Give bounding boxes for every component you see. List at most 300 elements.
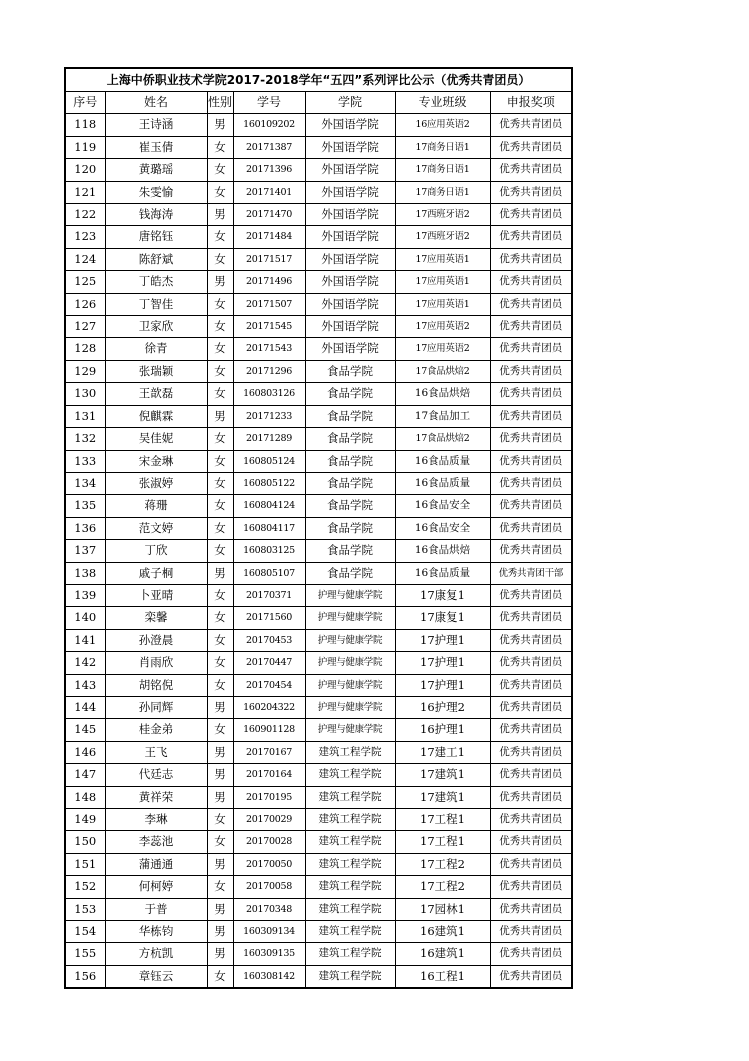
- cell-student-id: 160309135: [233, 943, 305, 965]
- cell-award: 优秀共青团员: [490, 831, 572, 853]
- cell-name: 蒲通通: [105, 853, 207, 875]
- table-row: [65, 450, 572, 472]
- table-row: [65, 293, 572, 315]
- cell-student-id: 20171470: [233, 204, 305, 226]
- cell-college: 食品学院: [305, 472, 395, 494]
- cell-student-id: 20170195: [233, 786, 305, 808]
- cell-name: 桂金弟: [105, 719, 207, 741]
- cell-index: 123: [65, 226, 105, 248]
- cell-name: 徐青: [105, 338, 207, 360]
- table-row: [65, 719, 572, 741]
- cell-class: 17食品烘焙2: [395, 428, 490, 450]
- cell-gender: 女: [207, 965, 233, 988]
- cell-college: 护理与健康学院: [305, 696, 395, 718]
- table-row: [65, 316, 572, 338]
- cell-name: 倪麒霖: [105, 405, 207, 427]
- cell-name: 丁欣: [105, 540, 207, 562]
- cell-gender: 男: [207, 786, 233, 808]
- cell-award: 优秀共青团员: [490, 159, 572, 181]
- cell-index: 155: [65, 943, 105, 965]
- cell-gender: 男: [207, 921, 233, 943]
- cell-name: 戚子桐: [105, 562, 207, 584]
- cell-index: 138: [65, 562, 105, 584]
- cell-award: 优秀共青团员: [490, 629, 572, 651]
- cell-index: 145: [65, 719, 105, 741]
- cell-index: 127: [65, 316, 105, 338]
- cell-class: 17工程2: [395, 853, 490, 875]
- cell-student-id: 20170453: [233, 629, 305, 651]
- cell-index: 118: [65, 114, 105, 136]
- table-row: [65, 898, 572, 920]
- cell-student-id: 20170371: [233, 584, 305, 606]
- table-row: [65, 786, 572, 808]
- cell-class: 17西班牙语2: [395, 226, 490, 248]
- cell-name: 蒋珊: [105, 495, 207, 517]
- cell-student-id: 20171543: [233, 338, 305, 360]
- cell-award: 优秀共青团员: [490, 898, 572, 920]
- cell-student-id: 20171396: [233, 159, 305, 181]
- cell-class: 16食品烘焙: [395, 383, 490, 405]
- header-award: 申报奖项: [490, 92, 572, 114]
- cell-gender: 女: [207, 629, 233, 651]
- cell-award: 优秀共青团员: [490, 607, 572, 629]
- title-row: [65, 68, 572, 92]
- cell-gender: 男: [207, 943, 233, 965]
- cell-index: 128: [65, 338, 105, 360]
- cell-award: 优秀共青团员: [490, 943, 572, 965]
- cell-name: 范文婷: [105, 517, 207, 539]
- cell-college: 外国语学院: [305, 338, 395, 360]
- cell-student-id: 160804117: [233, 517, 305, 539]
- cell-college: 食品学院: [305, 495, 395, 517]
- cell-student-id: 20171387: [233, 136, 305, 158]
- cell-name: 王诗涵: [105, 114, 207, 136]
- table-row: [65, 248, 572, 270]
- cell-class: 17康复1: [395, 584, 490, 606]
- cell-class: 17建工1: [395, 741, 490, 763]
- cell-class: 16建筑1: [395, 921, 490, 943]
- cell-college: 建筑工程学院: [305, 809, 395, 831]
- cell-award: 优秀共青团员: [490, 921, 572, 943]
- cell-student-id: 20170447: [233, 652, 305, 674]
- cell-index: 148: [65, 786, 105, 808]
- cell-class: 17食品烘焙2: [395, 360, 490, 382]
- table-row: [65, 114, 572, 136]
- cell-gender: 男: [207, 114, 233, 136]
- cell-name: 栾馨: [105, 607, 207, 629]
- cell-name: 钱海涛: [105, 204, 207, 226]
- table-row: [65, 696, 572, 718]
- cell-class: 16工程1: [395, 965, 490, 988]
- cell-class: 17护理1: [395, 674, 490, 696]
- table-row: [65, 831, 572, 853]
- cell-index: 120: [65, 159, 105, 181]
- cell-class: 17应用英语2: [395, 338, 490, 360]
- cell-index: 151: [65, 853, 105, 875]
- cell-student-id: 160803126: [233, 383, 305, 405]
- cell-award: 优秀共青团员: [490, 360, 572, 382]
- cell-college: 食品学院: [305, 562, 395, 584]
- cell-award: 优秀共青团员: [490, 405, 572, 427]
- cell-college: 外国语学院: [305, 248, 395, 270]
- cell-gender: 女: [207, 831, 233, 853]
- cell-college: 食品学院: [305, 517, 395, 539]
- cell-gender: 女: [207, 383, 233, 405]
- cell-gender: 女: [207, 360, 233, 382]
- cell-student-id: 20171507: [233, 293, 305, 315]
- table-row: [65, 921, 572, 943]
- cell-class: 17商务日语1: [395, 136, 490, 158]
- cell-gender: 女: [207, 428, 233, 450]
- cell-award: 优秀共青团员: [490, 181, 572, 203]
- cell-index: 150: [65, 831, 105, 853]
- cell-student-id: 20170454: [233, 674, 305, 696]
- cell-college: 外国语学院: [305, 136, 395, 158]
- cell-gender: 女: [207, 181, 233, 203]
- cell-class: 16食品质量: [395, 450, 490, 472]
- cell-name: 王歆磊: [105, 383, 207, 405]
- cell-college: 外国语学院: [305, 316, 395, 338]
- cell-index: 149: [65, 809, 105, 831]
- cell-name: 于普: [105, 898, 207, 920]
- cell-gender: 女: [207, 293, 233, 315]
- cell-college: 护理与健康学院: [305, 652, 395, 674]
- cell-student-id: 20171517: [233, 248, 305, 270]
- cell-name: 丁智佳: [105, 293, 207, 315]
- cell-college: 建筑工程学院: [305, 853, 395, 875]
- cell-gender: 女: [207, 719, 233, 741]
- cell-gender: 男: [207, 271, 233, 293]
- cell-award: 优秀共青团员: [490, 428, 572, 450]
- cell-name: 吴佳妮: [105, 428, 207, 450]
- cell-index: 124: [65, 248, 105, 270]
- cell-award: 优秀共青团员: [490, 786, 572, 808]
- cell-student-id: 160204322: [233, 696, 305, 718]
- cell-name: 孙澄晨: [105, 629, 207, 651]
- cell-gender: 女: [207, 226, 233, 248]
- award-publicity-table: [64, 67, 573, 989]
- cell-gender: 男: [207, 562, 233, 584]
- cell-award: 优秀共青团员: [490, 136, 572, 158]
- cell-class: 17工程1: [395, 809, 490, 831]
- cell-name: 代廷志: [105, 764, 207, 786]
- cell-index: 152: [65, 876, 105, 898]
- cell-student-id: 160901128: [233, 719, 305, 741]
- table-row: [65, 472, 572, 494]
- cell-college: 食品学院: [305, 383, 395, 405]
- cell-index: 135: [65, 495, 105, 517]
- table-row: [65, 943, 572, 965]
- cell-class: 16食品安全: [395, 495, 490, 517]
- table-row: [65, 562, 572, 584]
- cell-college: 外国语学院: [305, 159, 395, 181]
- cell-gender: 女: [207, 652, 233, 674]
- table-row: [65, 652, 572, 674]
- cell-gender: 男: [207, 405, 233, 427]
- cell-college: 外国语学院: [305, 204, 395, 226]
- cell-name: 章钰云: [105, 965, 207, 988]
- cell-award: 优秀共青团员: [490, 495, 572, 517]
- cell-class: 17工程2: [395, 876, 490, 898]
- cell-index: 131: [65, 405, 105, 427]
- table-row: [65, 853, 572, 875]
- header-gender: 性别: [207, 92, 233, 114]
- cell-gender: 女: [207, 584, 233, 606]
- cell-name: 李琳: [105, 809, 207, 831]
- cell-name: 崔玉倩: [105, 136, 207, 158]
- cell-award: 优秀共青团员: [490, 248, 572, 270]
- cell-college: 建筑工程学院: [305, 831, 395, 853]
- cell-class: 17护理1: [395, 652, 490, 674]
- cell-gender: 女: [207, 540, 233, 562]
- cell-index: 137: [65, 540, 105, 562]
- cell-index: 122: [65, 204, 105, 226]
- cell-student-id: 20171233: [233, 405, 305, 427]
- cell-class: 17园林1: [395, 898, 490, 920]
- cell-class: 16食品烘焙: [395, 540, 490, 562]
- cell-award: 优秀共青团员: [490, 965, 572, 988]
- header-student-id: 学号: [233, 92, 305, 114]
- cell-college: 外国语学院: [305, 114, 395, 136]
- cell-student-id: 160109202: [233, 114, 305, 136]
- cell-award: 优秀共青团员: [490, 853, 572, 875]
- cell-name: 卜亚晴: [105, 584, 207, 606]
- cell-gender: 女: [207, 517, 233, 539]
- cell-student-id: 20171496: [233, 271, 305, 293]
- table-row: [65, 809, 572, 831]
- cell-index: 144: [65, 696, 105, 718]
- cell-gender: 男: [207, 764, 233, 786]
- cell-class: 17应用英语2: [395, 316, 490, 338]
- table-row: [65, 741, 572, 763]
- cell-student-id: 20170029: [233, 809, 305, 831]
- cell-award: 优秀共青团员: [490, 293, 572, 315]
- table-row: [65, 965, 572, 988]
- cell-class: 16食品质量: [395, 562, 490, 584]
- cell-gender: 女: [207, 338, 233, 360]
- cell-class: 17应用英语1: [395, 248, 490, 270]
- cell-student-id: 160805124: [233, 450, 305, 472]
- cell-award: 优秀共青团员: [490, 517, 572, 539]
- cell-student-id: 20171545: [233, 316, 305, 338]
- table-row: [65, 405, 572, 427]
- cell-index: 147: [65, 764, 105, 786]
- cell-index: 134: [65, 472, 105, 494]
- header-college: 学院: [305, 92, 395, 114]
- table-row: [65, 540, 572, 562]
- cell-college: 建筑工程学院: [305, 786, 395, 808]
- cell-student-id: 20170348: [233, 898, 305, 920]
- table-row: [65, 383, 572, 405]
- cell-gender: 男: [207, 898, 233, 920]
- cell-class: 17商务日语1: [395, 181, 490, 203]
- cell-student-id: 20170167: [233, 741, 305, 763]
- cell-name: 黄祥荣: [105, 786, 207, 808]
- cell-gender: 女: [207, 136, 233, 158]
- table-row: [65, 764, 572, 786]
- cell-award: 优秀共青团员: [490, 204, 572, 226]
- cell-student-id: 20170028: [233, 831, 305, 853]
- cell-college: 食品学院: [305, 450, 395, 472]
- cell-name: 陈舒斌: [105, 248, 207, 270]
- cell-name: 华栋钧: [105, 921, 207, 943]
- cell-student-id: 160803125: [233, 540, 305, 562]
- cell-award: 优秀共青团员: [490, 226, 572, 248]
- cell-award: 优秀共青团员: [490, 741, 572, 763]
- cell-index: 121: [65, 181, 105, 203]
- cell-student-id: 20171289: [233, 428, 305, 450]
- cell-award: 优秀共青团干部: [490, 562, 572, 584]
- cell-college: 食品学院: [305, 540, 395, 562]
- cell-college: 护理与健康学院: [305, 629, 395, 651]
- cell-gender: 女: [207, 472, 233, 494]
- cell-college: 建筑工程学院: [305, 965, 395, 988]
- cell-index: 130: [65, 383, 105, 405]
- cell-award: 优秀共青团员: [490, 674, 572, 696]
- table-row: [65, 204, 572, 226]
- cell-award: 优秀共青团员: [490, 338, 572, 360]
- cell-class: 17工程1: [395, 831, 490, 853]
- cell-award: 优秀共青团员: [490, 652, 572, 674]
- cell-class: 16食品安全: [395, 517, 490, 539]
- cell-index: 142: [65, 652, 105, 674]
- cell-college: 护理与健康学院: [305, 674, 395, 696]
- cell-gender: 女: [207, 450, 233, 472]
- cell-index: 141: [65, 629, 105, 651]
- cell-class: 16护理2: [395, 696, 490, 718]
- cell-class: 16建筑1: [395, 943, 490, 965]
- table-row: [65, 584, 572, 606]
- cell-college: 外国语学院: [305, 271, 395, 293]
- cell-gender: 女: [207, 248, 233, 270]
- cell-class: 17康复1: [395, 607, 490, 629]
- cell-award: 优秀共青团员: [490, 809, 572, 831]
- cell-class: 17食品加工: [395, 405, 490, 427]
- cell-student-id: 20170050: [233, 853, 305, 875]
- cell-college: 建筑工程学院: [305, 876, 395, 898]
- cell-name: 张淑婷: [105, 472, 207, 494]
- header-name: 姓名: [105, 92, 207, 114]
- cell-name: 方杭凯: [105, 943, 207, 965]
- cell-class: 17商务日语1: [395, 159, 490, 181]
- cell-class: 17建筑1: [395, 764, 490, 786]
- table-row: [65, 360, 572, 382]
- cell-award: 优秀共青团员: [490, 472, 572, 494]
- cell-award: 优秀共青团员: [490, 584, 572, 606]
- sheet-title: 上海中侨职业技术学院2017-2018学年“五四”系列评比公示（优秀共青团员）: [65, 68, 572, 92]
- cell-gender: 女: [207, 495, 233, 517]
- cell-index: 146: [65, 741, 105, 763]
- cell-index: 125: [65, 271, 105, 293]
- table-row: [65, 226, 572, 248]
- cell-name: 李蕊池: [105, 831, 207, 853]
- cell-college: 建筑工程学院: [305, 898, 395, 920]
- table-row: [65, 159, 572, 181]
- table-row: [65, 338, 572, 360]
- table-row: [65, 607, 572, 629]
- cell-student-id: 20170164: [233, 764, 305, 786]
- cell-student-id: 20171296: [233, 360, 305, 382]
- cell-student-id: 160308142: [233, 965, 305, 988]
- table-row: [65, 629, 572, 651]
- cell-gender: 女: [207, 159, 233, 181]
- cell-college: 外国语学院: [305, 226, 395, 248]
- cell-index: 153: [65, 898, 105, 920]
- cell-index: 154: [65, 921, 105, 943]
- cell-class: 17应用英语1: [395, 293, 490, 315]
- cell-name: 肖雨欣: [105, 652, 207, 674]
- cell-student-id: 160309134: [233, 921, 305, 943]
- header-class: 专业班级: [395, 92, 490, 114]
- cell-gender: 女: [207, 809, 233, 831]
- cell-gender: 男: [207, 696, 233, 718]
- cell-name: 唐铭钰: [105, 226, 207, 248]
- cell-class: 17护理1: [395, 629, 490, 651]
- cell-college: 食品学院: [305, 428, 395, 450]
- cell-award: 优秀共青团员: [490, 876, 572, 898]
- cell-college: 建筑工程学院: [305, 764, 395, 786]
- cell-college: 建筑工程学院: [305, 921, 395, 943]
- cell-name: 黄璐瑶: [105, 159, 207, 181]
- cell-gender: 女: [207, 674, 233, 696]
- cell-class: 17应用英语1: [395, 271, 490, 293]
- cell-college: 护理与健康学院: [305, 607, 395, 629]
- cell-index: 139: [65, 584, 105, 606]
- cell-gender: 男: [207, 204, 233, 226]
- cell-index: 119: [65, 136, 105, 158]
- table-row: [65, 136, 572, 158]
- cell-college: 护理与健康学院: [305, 719, 395, 741]
- cell-name: 丁皓杰: [105, 271, 207, 293]
- cell-index: 140: [65, 607, 105, 629]
- cell-award: 优秀共青团员: [490, 383, 572, 405]
- cell-name: 胡铭倪: [105, 674, 207, 696]
- cell-name: 孙同辉: [105, 696, 207, 718]
- cell-index: 129: [65, 360, 105, 382]
- cell-award: 优秀共青团员: [490, 450, 572, 472]
- cell-class: 17建筑1: [395, 786, 490, 808]
- cell-award: 优秀共青团员: [490, 316, 572, 338]
- cell-index: 156: [65, 965, 105, 988]
- cell-college: 食品学院: [305, 360, 395, 382]
- cell-gender: 男: [207, 741, 233, 763]
- header-index: 序号: [65, 92, 105, 114]
- header-row: [65, 92, 572, 114]
- cell-name: 宋金琳: [105, 450, 207, 472]
- cell-award: 优秀共青团员: [490, 764, 572, 786]
- cell-class: 17西班牙语2: [395, 204, 490, 226]
- cell-class: 16应用英语2: [395, 114, 490, 136]
- table-row: [65, 674, 572, 696]
- cell-gender: 女: [207, 876, 233, 898]
- cell-student-id: 20170058: [233, 876, 305, 898]
- cell-class: 16护理1: [395, 719, 490, 741]
- cell-index: 133: [65, 450, 105, 472]
- table-row: [65, 876, 572, 898]
- table-row: [65, 181, 572, 203]
- cell-student-id: 160805107: [233, 562, 305, 584]
- cell-student-id: 20171401: [233, 181, 305, 203]
- cell-student-id: 20171560: [233, 607, 305, 629]
- cell-name: 朱雯愉: [105, 181, 207, 203]
- cell-award: 优秀共青团员: [490, 719, 572, 741]
- cell-college: 护理与健康学院: [305, 584, 395, 606]
- table-row: [65, 517, 572, 539]
- table-row: [65, 271, 572, 293]
- cell-student-id: 160804124: [233, 495, 305, 517]
- cell-class: 16食品质量: [395, 472, 490, 494]
- cell-college: 外国语学院: [305, 181, 395, 203]
